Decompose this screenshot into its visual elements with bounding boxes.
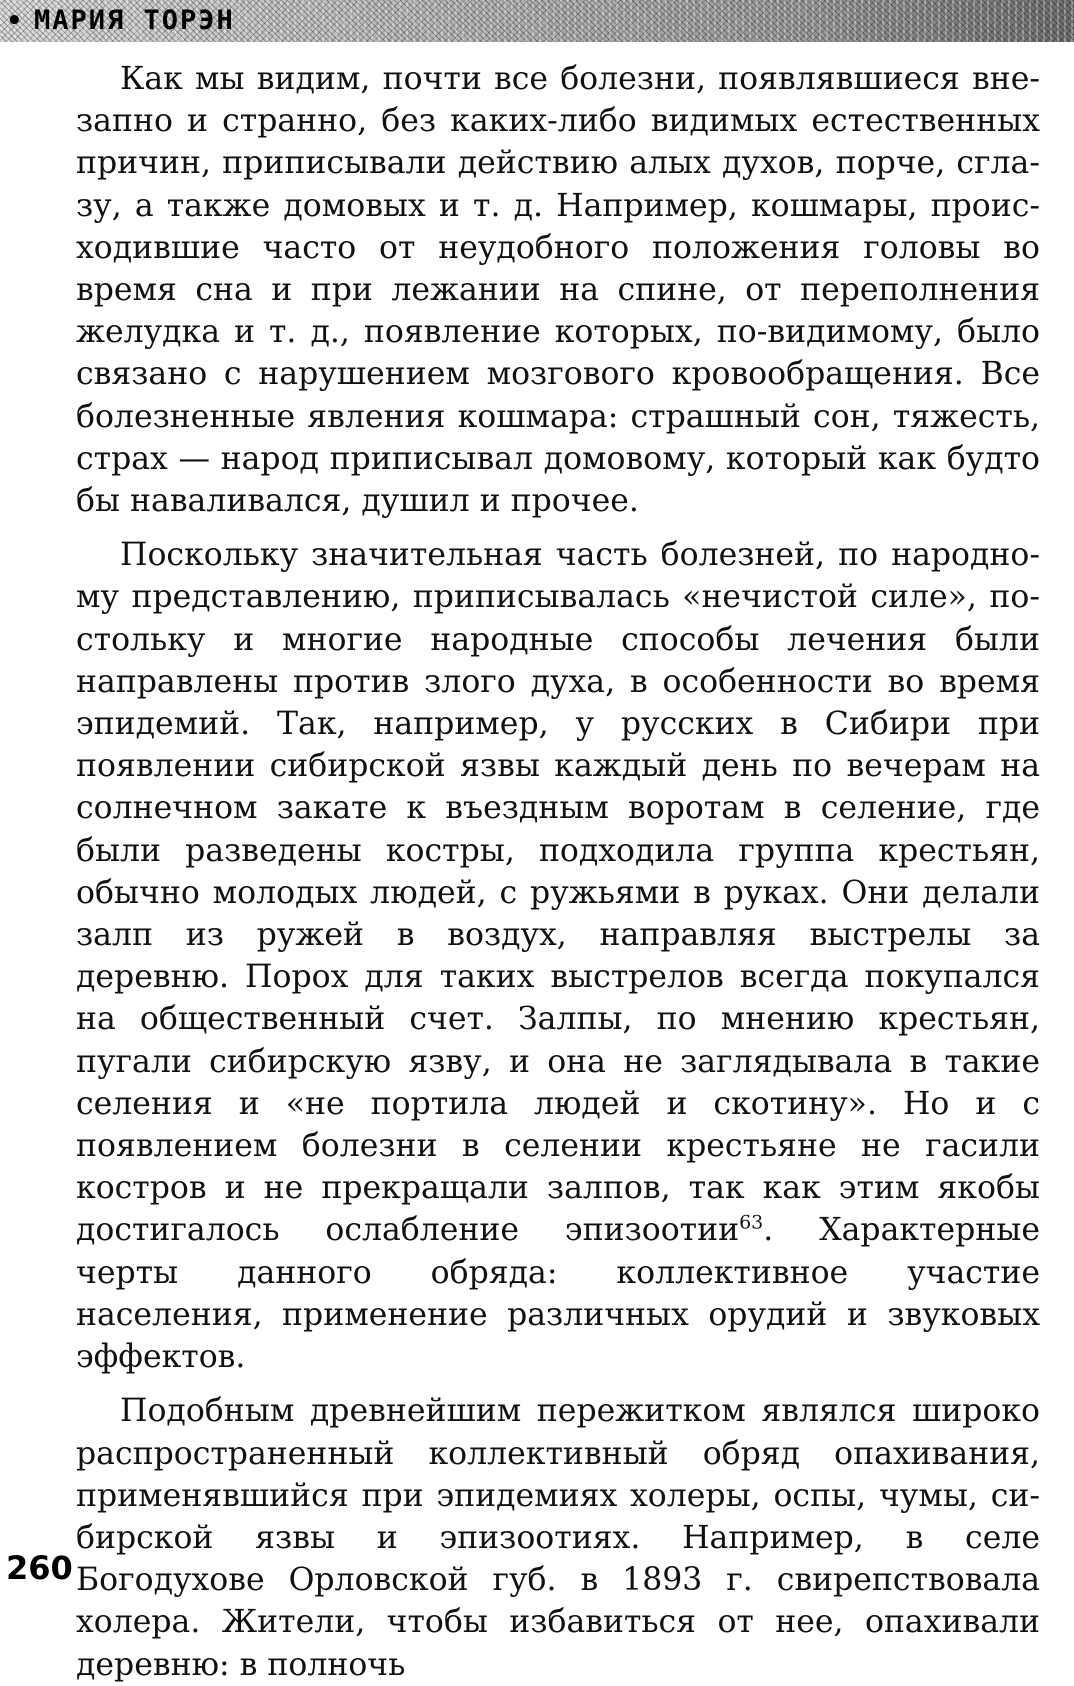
header-bullet: •	[6, 6, 23, 36]
paragraph-1-text: Как мы видим, почти все болезни, появлявшиеся внезапно и странно, без каких-либо видимых естественных причин, приписывали действию алых духов, порче, сглазу, а также домовых и т. д. Например, кошмары, происходившие часто от неудобного положения головы во время сна и при лежании на спине, от переполнения желудка и т. д., появление которых, по-видимому, было связано с нарушением мозгового кровообращения. Все болезненные явления кошмара: страшный сон, тяжесть, страх — народ приписывал домовому, который как будто бы наваливался, душил и прочее.	[76, 61, 1040, 520]
paragraph-3	[76, 1390, 1040, 1685]
page-number: 260	[6, 1549, 73, 1587]
paragraph-2-text: Поскольку значительная часть болезней, по народному представлению, приписывалась «нечистой силе», постольку и многие народные способы лечения были направлены против злого духа, в особенности во время эпидемий. Так, например, у русских в Сибири при появлении сибирской язвы каждый день по вечерам на солнечном закате к въездным воротам в селение, где были разведены костры, подходила группа крестьян, обычно молодых людей, с ружьями в руках. Они делали залп из ружей в воздух, направляя выстрелы за деревню. Порох для таких выстрелов всегда покупался на общественный счет. Залпы, по мнению крестьян, пугали сибирскую язву, и она не заглядывала в такие селения и «не портила людей и скотину». Но и с появлением болезни в селении крестьяне не гасили костров и не прекращали залпов, так как этим якобы достигалось ослабление эпизоотии	[76, 537, 1040, 1249]
paragraph-3-text: Подобным древнейшим пережитком являлся широко распространенный коллективный обряд опахивания, применявшийся при эпидемиях холеры, оспы, чумы, сибирской язвы и эпизоотиях. Например, в селе Богодухове Орловской губ. в 1893 г. свирепствовала холера. Жители, чтобы избавиться от нее, опахивали деревню: в полночь	[76, 1393, 1040, 1683]
footnote-reference[interactable]: 63	[739, 1211, 764, 1234]
paragraph-2-text-continued: . Характерные черты данного обряда: коллективное участие населения, применение различных орудий и звуковых эффектов.	[76, 1212, 1040, 1376]
paragraph-2	[76, 534, 1040, 1378]
paragraph-1	[76, 58, 1040, 522]
running-header	[0, 0, 1074, 42]
author-name: МАРИЯ ТОРЭН	[34, 5, 235, 36]
page-body	[76, 58, 1040, 1686]
